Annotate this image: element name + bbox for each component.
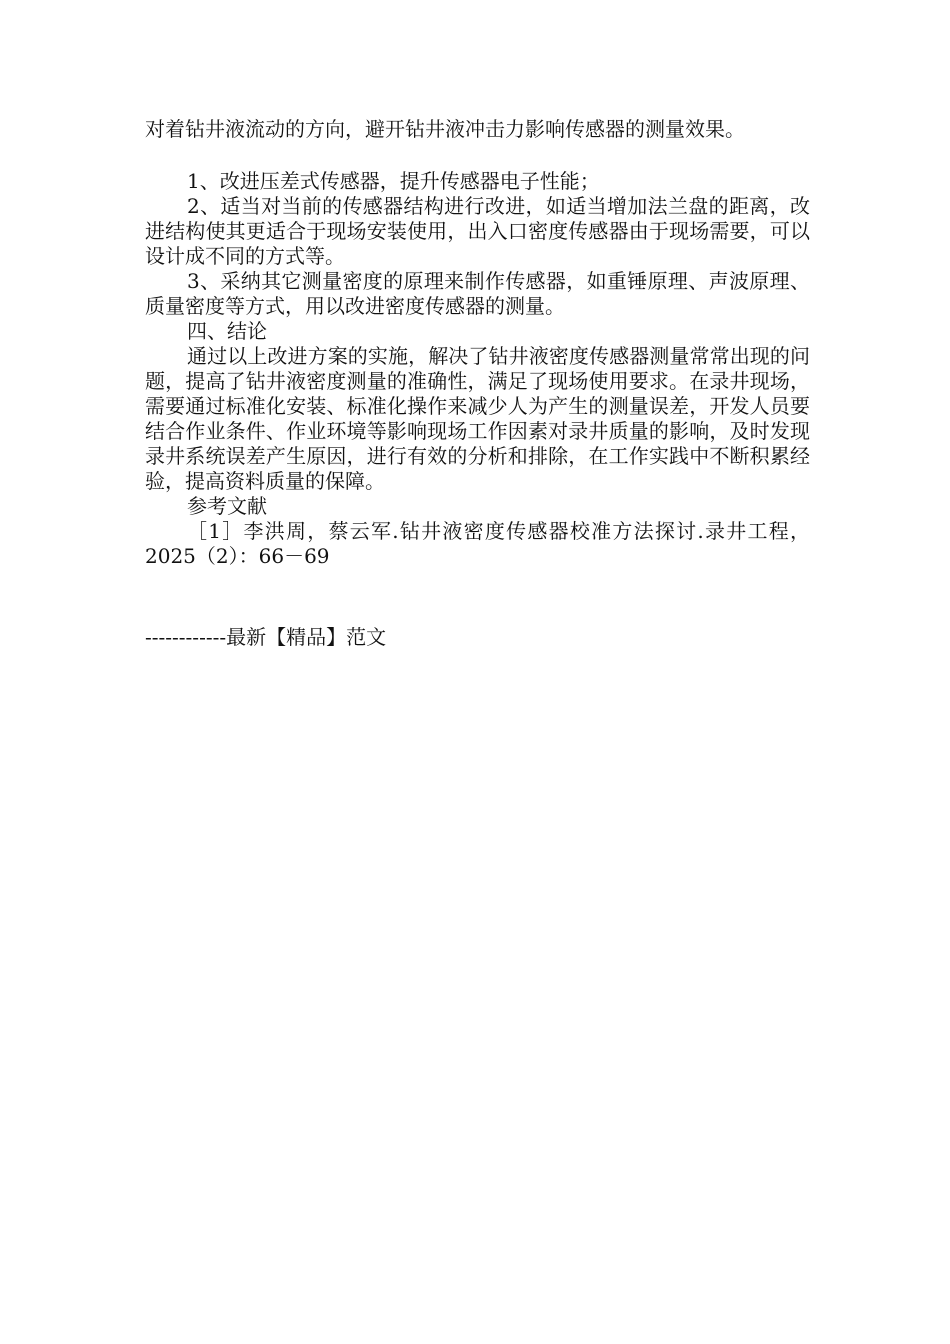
document-body [145, 117, 810, 650]
paragraph-continuation: 对着钻井液流动的方向，避开钻井液冲击力影响传感器的测量效果。 [145, 117, 745, 141]
section-heading-references: 参考文献 [187, 494, 267, 518]
conclusion-paragraph: 通过以上改进方案的实施，解决了钻井液密度传感器测量常常出现的问题，提高了钻井液密度测量的准确性，满足了现场使用要求。在录井现场，需要通过标准化安装、标准化操作来减少人为产生的测量误差，开发人员要结合作业条件、作业环境等影响现场工作因素对录井质量的影响，及时发现录井系统误差产生原因，进行有效的分析和排除，在工作实践中不断积累经验，提高资料质量的保障。 [145, 344, 810, 493]
section-heading-conclusion: 四、结论 [187, 319, 267, 343]
improvement-item-3: 3、采纳其它测量密度的原理来制作传感器，如重锤原理、声波原理、质量密度等方式，用以改进密度传感器的测量。 [145, 269, 810, 318]
improvement-item-1: 1、改进压差式传感器，提升传感器电子性能； [187, 169, 600, 193]
improvement-item-2: 2、适当对当前的传感器结构进行改进，如适当增加法兰盘的距离，改进结构使其更适合于现场安装使用，出入口密度传感器由于现场需要，可以设计成不同的方式等。 [145, 194, 810, 268]
footer-text: ------------最新【精品】范文 [145, 625, 387, 649]
reference-item-1: ［1］李洪周，蔡云军.钻井液密度传感器校准方法探讨.录井工程，2025（2）：66－69 [145, 519, 810, 568]
